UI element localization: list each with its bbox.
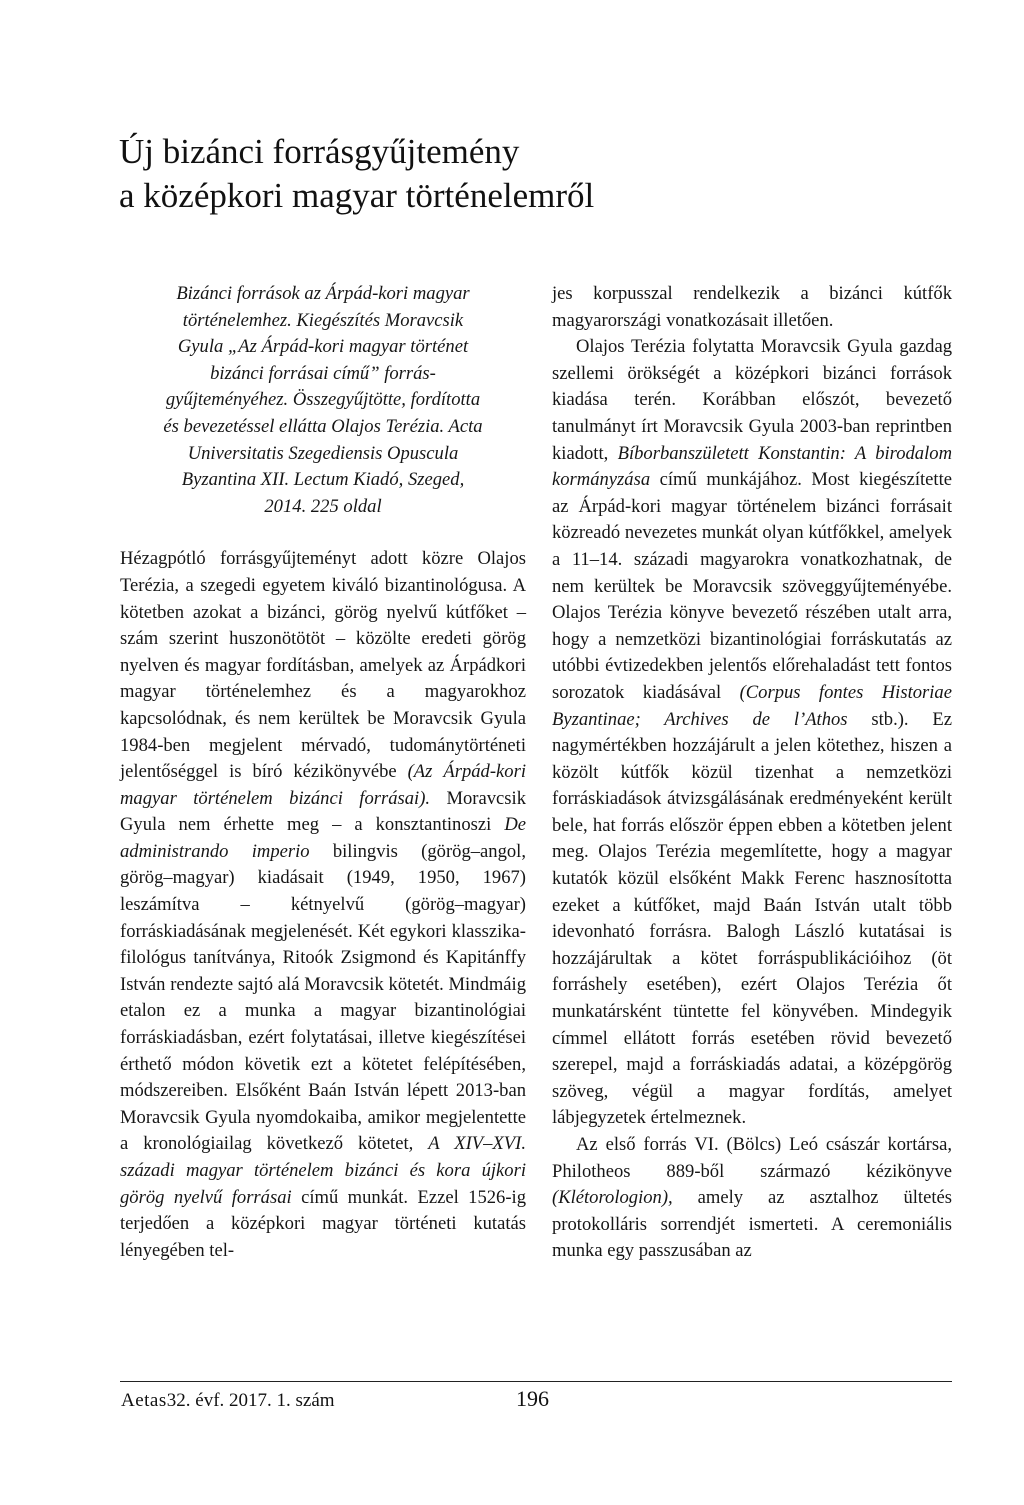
citation-line: gyűjteményéhez. Összegyűjtötte, fordította <box>165 389 481 411</box>
italic-title: (Corpus fontes Historiae Byzantinae; Archives de l’Athos <box>552 681 952 730</box>
body-paragraph <box>552 1132 952 1265</box>
body-paragraph <box>120 546 526 1264</box>
text-run: című munkát. Ezzel 1526-ig terjedően a középkori magyar történeti kutatás lényegében tel- <box>120 1186 526 1261</box>
title-line-1: Új bizánci forrásgyűjtemény <box>119 132 520 171</box>
footer-rule <box>120 1381 952 1382</box>
left-column <box>120 281 526 1264</box>
italic-title: (Klétorologion), <box>552 1187 673 1209</box>
journal-issue: 32. évf. 2017. 1. szám <box>166 1390 335 1411</box>
text-run: című munkájához. Most kiegészítette az Árpád-kori magyar történelem bizánci forrásait közreadó nevezetes munkát olyan kútfőkkel, amelyek a 11–14. századi magyarokra vonatkozhatnak, de nem kerültek be Moravcsik szöveggyűjteményébe. Olajos Terézia könyve bevezető részében utalt arra, hogy a nemzetközi bizantinológiai forráskutatás az utóbbi évtizedekben jelentős előrehaladást tett fontos sorozatok kiadásával <box>552 469 952 703</box>
article-title <box>119 130 919 218</box>
text-run: amely az asztalhoz ültetés protokolláris sorrendjét ismerteti. A ceremoniális munka egy passzusában az <box>552 1187 952 1262</box>
body-paragraph <box>552 334 952 1132</box>
text-run: Hézagpótló forrásgyűjteményt adott közre Olajos Terézia, a szegedi egyetem kiváló bizantinológusa. A kötetben azokat a bizánci, görög nyelvű kútfőket – szám szerint huszonötötöt – közölte eredeti görög nyelven és magyar fordításban, amelyek az Árpádkori magyar történelemhez és a magyarokhoz kapcsolódnak, és nem kerültek be Moravcsik Gyula 1984-ben megjelent mérvadó, tudománytörténeti jelentőséggel is bíró kézikönyvébe <box>120 548 526 783</box>
italic-title: A XIV–XVI. századi magyar történelem bizánci és kora újkori görög nyelvű forrásai <box>120 1133 526 1208</box>
text-run: Moravcsik Gyula nem érhette meg – a konsztantinoszi <box>120 787 527 836</box>
text-run: bilingvis (görög–angol, görög–magyar) kiadásait (1949, 1950, 1967) leszámítva – kétnyelvű (görög–magyar) forráskiadásának megjelenését. Két egykori klasszika-filológus tanítványa, Ritoók Zsigmond és Kapitánffy István rendezte sajtó alá Moravcsik kötetét. Mindmáig etalon ez a munka a magyar bizantinológiai forráskiadásban, ezért folytatásai, illetve kiegészítései érthető módon követik ezt a kötetet felépítésében, módszereiben. Elsőként Baán István lépett 2013-ban Moravcsik Gyula nyomdokaiba, amikor megjelentette a kronológiailag következő kötetet, <box>120 840 526 1155</box>
text-run: Olajos Terézia folytatta Moravcsik Gyula gazdag szellemi örökségét a középkori bizánci források kiadása terén. Korábban előszót, bevezető tanulmányt írt Moravcsik Gyula 2003-ban reprintben kiadott, <box>552 336 952 464</box>
citation-line: bizánci forrásai című” forrás- <box>210 362 436 384</box>
citation-line: Gyula „Az Árpád-kori magyar történet <box>177 336 469 358</box>
citation-line: és bevezetéssel ellátta Olajos Terézia. Acta <box>163 415 483 437</box>
book-citation <box>120 281 526 520</box>
italic-title: Bíborbanszületett Konstantin: A birodalom kormányzása <box>552 442 952 491</box>
title-line-2: a középkori magyar történelemről <box>119 176 595 215</box>
italic-title: De administrando imperio <box>120 814 526 862</box>
italic-title: (Az Árpád-kori magyar történelem bizánci forrásai). <box>120 761 526 809</box>
journal-footer <box>121 1390 335 1412</box>
text-run: Az első forrás VI. (Bölcs) Leó császár kortársa, Philotheos 889-ből származó kézikönyve <box>552 1134 952 1182</box>
text-run: stb.). Ez nagymértékben hozzájárult a jelen kötethez, hiszen a közölt kútfők közül tizenhat a nemzetközi forráskiadások átvizsgálásának eredményeként került bele, hat forrás először éppen ebben a kötetben jelent meg. Olajos Terézia megemlítette, hogy a magyar kutatók közül elsőként Makk Ferenc hasznosította ezeket a kútfőket, majd Baán István utalt több idevonható forrásra. Balogh László kutatásai is hozzájárultak a kötet forráspublikációihoz (öt forráshely esetében), ezért Olajos Terézia őt munkatársként tüntette fel könyvében. Mindegyik címmel ellátott forrás esetében rövid bevezető szerepel, majd a forráskiadás adatai, a középgörög szöveg, végül a magyar fordítás, amelyet lábjegyzetek értelmeznek. <box>552 708 952 1129</box>
citation-line: 2014. 225 oldal <box>264 495 382 517</box>
citation-line: Bizánci források az Árpád-kori magyar <box>176 283 470 304</box>
body-paragraph: jes korpusszal rendelkezik a bizánci kútfők magyarországi vonatkozásait illetően. <box>552 283 952 331</box>
citation-line: történelemhez. Kiegészítés Moravcsik <box>182 309 464 331</box>
right-column <box>552 281 952 1265</box>
journal-name: Aetas <box>121 1390 167 1411</box>
citation-line: Universitatis Szegediensis Opuscula <box>187 442 459 464</box>
page-number: 196 <box>516 1386 549 1411</box>
citation-line: Byzantina XII. Lectum Kiadó, Szeged, <box>181 469 465 491</box>
